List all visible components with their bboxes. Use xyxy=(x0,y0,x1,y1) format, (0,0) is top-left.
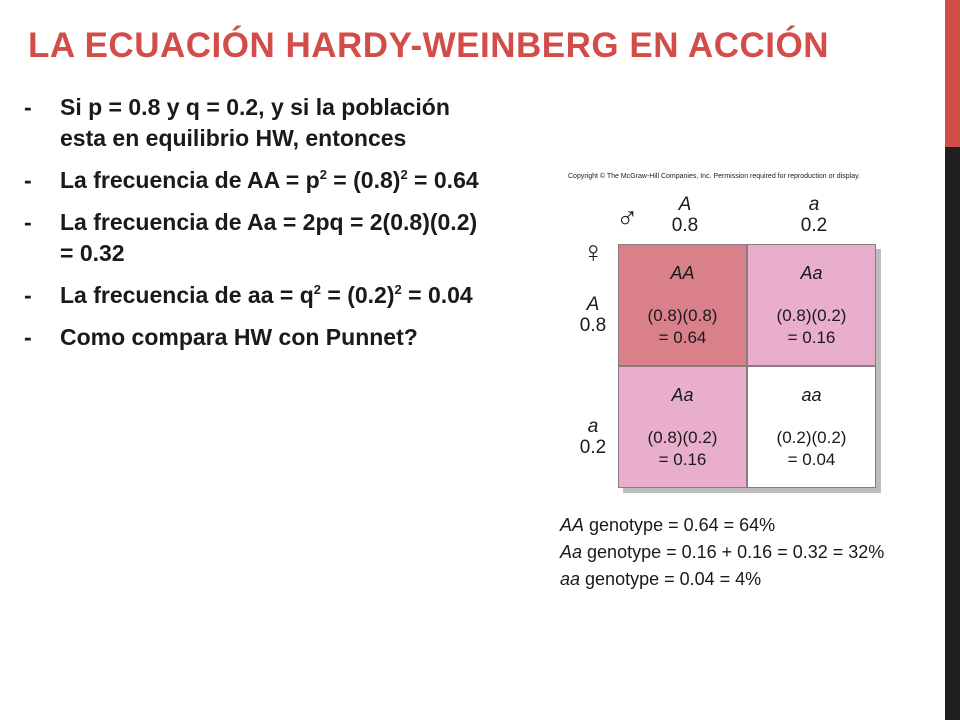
slide-title: LA ECUACIÓN HARDY-WEINBERG EN ACCIÓN xyxy=(28,26,829,65)
bullet-dash: - xyxy=(24,282,32,308)
cell-calculation: (0.2)(0.2) = 0.04 xyxy=(776,428,847,469)
bullet-text: = 0.04 xyxy=(401,282,473,308)
allele-label: a xyxy=(587,416,599,437)
superscript: 2 xyxy=(313,282,321,297)
allele-frequency: 0.2 xyxy=(800,215,828,236)
male-allele-header xyxy=(789,194,839,236)
cell-calculation: (0.8)(0.2) = 0.16 xyxy=(647,428,718,469)
cell-genotype: Aa xyxy=(800,263,823,283)
punnett-cell-Aa xyxy=(747,244,876,366)
accent-bar-highlight xyxy=(945,0,960,147)
cell-calculation: (0.8)(0.2) = 0.16 xyxy=(776,306,847,347)
male-allele-header xyxy=(660,194,710,236)
superscript: 2 xyxy=(394,282,402,297)
superscript: 2 xyxy=(319,167,327,182)
bullet-item xyxy=(20,322,495,353)
male-symbol-icon: ♂ xyxy=(616,202,639,235)
cell-calculation: (0.8)(0.8) = 0.64 xyxy=(647,306,718,347)
genotype-summary xyxy=(560,512,884,593)
bullet-list xyxy=(20,92,495,364)
cell-genotype: Aa xyxy=(671,385,694,405)
bullet-text: = (0.2) xyxy=(321,282,395,308)
bullet-text: Si p = 0.8 y q = 0.2, y si la población esta en equilibrio HW, entonces xyxy=(60,94,450,151)
bullet-text: La frecuencia de aa = q xyxy=(60,282,314,308)
female-allele-header xyxy=(568,416,618,458)
bullet-text: = (0.8) xyxy=(326,167,401,193)
bullet-text: La frecuencia de Aa = 2pq = 2(0.8)(0.2) = 0.32 xyxy=(60,209,478,266)
bullet-dash: - xyxy=(24,324,32,350)
punnett-cell-AA xyxy=(618,244,747,366)
bullet-item xyxy=(20,92,495,154)
bullet-item xyxy=(20,165,495,196)
female-allele-header xyxy=(568,294,618,336)
summary-line: aa genotype = 0.04 = 4% xyxy=(560,569,762,589)
cell-genotype: aa xyxy=(801,385,822,405)
bullet-text: = 0.64 xyxy=(407,167,479,193)
superscript: 2 xyxy=(400,167,408,182)
allele-label: a xyxy=(808,194,820,215)
allele-frequency: 0.2 xyxy=(579,437,607,458)
bullet-dash: - xyxy=(24,209,32,235)
allele-frequency: 0.8 xyxy=(579,315,607,336)
summary-line: AA genotype = 0.64 = 64% xyxy=(560,515,776,535)
cell-genotype: AA xyxy=(670,263,695,283)
bullet-dash: - xyxy=(24,167,32,193)
punnett-square-figure xyxy=(560,160,940,610)
summary-line: Aa genotype = 0.16 + 0.16 = 0.32 = 32% xyxy=(560,542,885,562)
bullet-dash: - xyxy=(24,94,32,120)
allele-label: A xyxy=(678,194,692,215)
bullet-item xyxy=(20,280,495,311)
copyright-notice: Copyright © The McGraw-Hill Companies, Inc. Permission required for reproduction or display. xyxy=(568,173,861,180)
punnett-grid xyxy=(618,244,876,488)
bullet-text: La frecuencia de AA = p xyxy=(60,167,320,193)
bullet-text: Como compara HW con Punnet? xyxy=(60,324,418,350)
punnett-cell-aa xyxy=(747,366,876,488)
female-symbol-icon: ♀ xyxy=(582,236,605,269)
allele-frequency: 0.8 xyxy=(671,215,699,236)
punnett-cell-Aa xyxy=(618,366,747,488)
allele-label: A xyxy=(586,294,600,315)
bullet-item xyxy=(20,207,495,269)
